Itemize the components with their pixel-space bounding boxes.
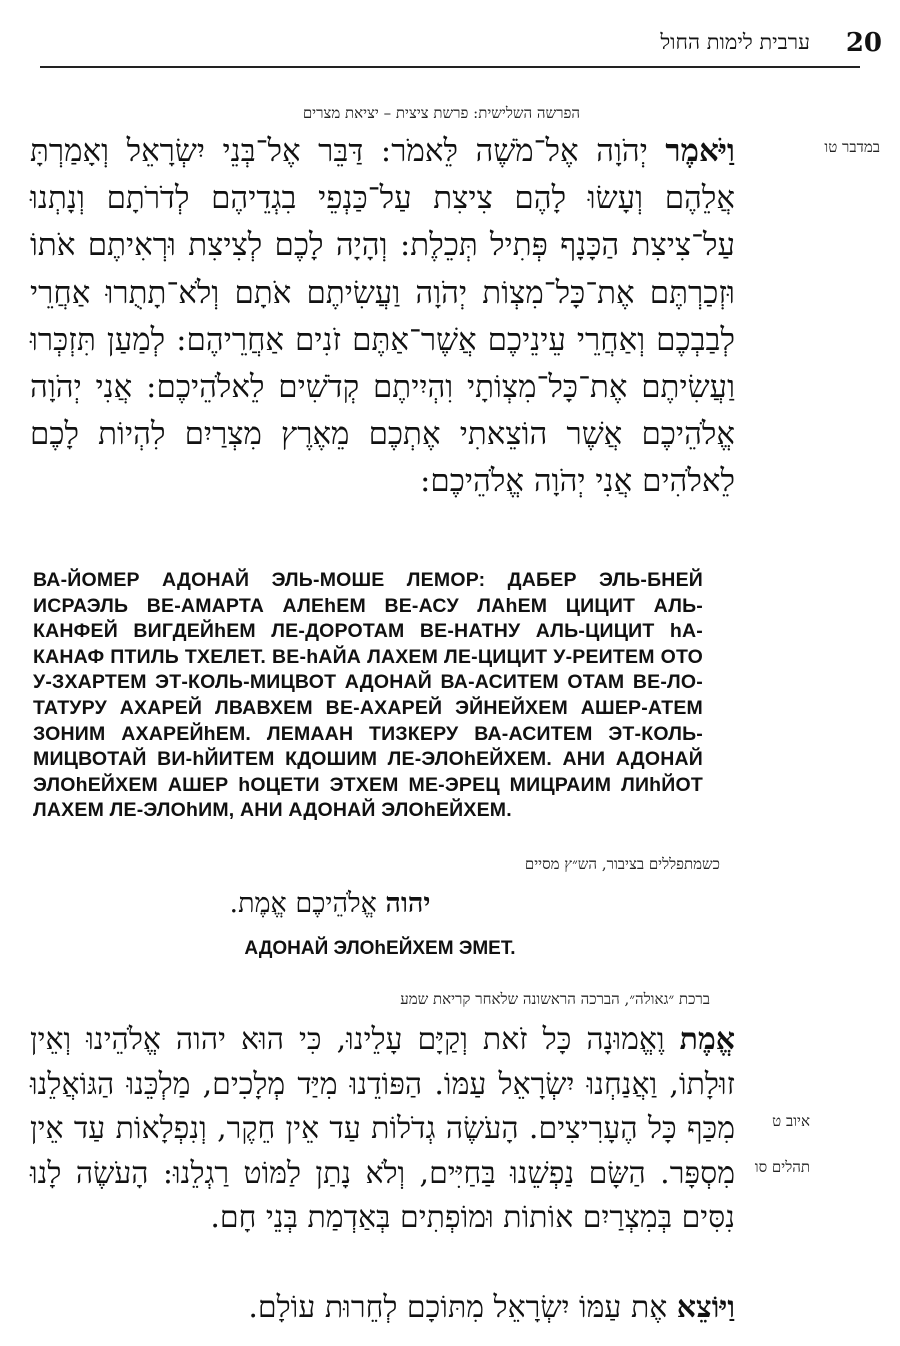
page-number: 20 (845, 28, 882, 58)
lead-word: וַיֹּאמֶר (665, 133, 735, 169)
hebrew-paragraph-tzitzit (30, 128, 735, 506)
section-note: הפרשה השלישית: פרשת ציצית – יציאת מצרים (302, 104, 580, 122)
hebrew-text: יְהֹוָה אֶל־מֹשֶׁה לֵּאמֹר: דַּבֵּר אֶל־בְּנֵי יִשְׂרָאֵל וְאָמַרְתָּ אֲלֵהֶם וְעָשׂוּ לָהֶם צִיצִת עַל־כַּנְפֵי בִגְדֵיהֶם לְדֹרֹתָם וְנָתְנוּ עַל־צִיצִת הַכָּנָף פְּתִיל תְּכֵלֶת: וְהָיָה לָכֶם לְצִיצִת וּרְאִיתֶם אֹתוֹ וּזְכַרְתֶּם אֶת־כָּל־מִצְוֹת יְהֹוָה וַעֲשִׂיתֶם אֹתָם וְלֹא־תָתֻרוּ אַחֲרֵי לְבַבְכֶם וְאַחֲרֵי עֵינֵיכֶם אֲשֶׁר־אַתֶּם זֹנִים אַחֲרֵיהֶם: לְמַעַן תִּזְכְּרוּ וַעֲשִׂיתֶם אֶת־כָּל־מִצְוֹתָי וִהְיִיתֶם קְדֹשִׁים לֵאלֹהֵיכֶם: אֲנִי יְהֹוָה אֱלֹהֵיכֶם אֲשֶׁר הוֹצֵאתִי אֶתְכֶם מֵאֶרֶץ מִצְרַיִם לִהְיוֹת לָכֶם לֵאלֹהִים אֲנִי יְהֹוָה אֱלֹהֵיכֶם: (30, 133, 735, 500)
transliteration-paragraph: ВА-ЙОМЕР АДОНАЙ ЭЛЬ-МОШЕ ЛЕМОР: ДАБЕР ЭЛЬ-БНЕЙ ИСРАЭЛЬ ВЕ-АМАРТА АЛЕhЕМ ВЕ-АСУ ЛАhЕМ ЦИЦИТ АЛЬ-КАНФЕЙ ВИГДЕЙhЕМ ЛЕ-ДОРОТАМ ВЕ-НАТНУ АЛЬ-ЦИЦИТ hА-КАНАФ ПТИЛЬ ТХЕЛЕТ. ВЕ-hАЙА ЛАХЕМ ЛЕ-ЦИЦИТ У-РЕИТЕМ ОТО У-ЗХАРТЕМ ЭТ-КОЛЬ-МИЦВОТ АДОНАЙ ВА-АСИТЕМ ОТАМ ВЕ-ЛО-ТАТУРУ АХАРЕЙ ЛВАВХЕМ ВЕ-АХАРЕЙ ЭЙНЕЙХЕМ АШЕР-АТЕМ ЗОНИМ АХАРЕЙhЕМ. ЛЕМААН ТИЗКЕРУ ВА-АСИТЕМ ЭТ-КОЛЬ-МИЦВОТАЙ ВИ-hЙИТЕМ КДОШИМ ЛЕ-ЭЛОhЕЙХЕМ. АНИ АДОНАЙ ЭЛОhЕЙХЕМ АШЕР hОЦЕТИ ЭТХЕМ МЕ-ЭРЕЦ МИЦРАИМ ЛИhЙОТ ЛАХЕМ ЛЕ-ЭЛОhИМ, АНИ АДОНАЙ ЭЛОhЕЙХЕМ. (33, 569, 703, 822)
blessing-note: ברכת ״גאולה״, הברכה הראשונה שלאחר קריאת שמע (400, 990, 710, 1008)
hebrew-text: אֱלֹהֵיכֶם אֱמֶת. (229, 888, 377, 919)
hebrew-text: אֶת עַמּוֹ יִשְׂרָאֵל מִתּוֹכָם לְחֵרוּת עוֹלָם. (248, 1290, 668, 1325)
lead-word: אֱמֶת (679, 1022, 735, 1057)
margin-reference: איוב ט (772, 1112, 810, 1130)
congregation-note: כשמתפללים בציבור, הש״ץ מסיים (524, 855, 720, 873)
hebrew-text: וֶאֱמוּנָה כָּל זֹאת וְקַיָּם עָלֵינוּ, כִּי הוּא יהוה אֱלֹהֵינוּ וְאֵין זוּלָתוֹ, וַאֲנַחְנוּ יִשְׂרָאֵל עַמּוֹ. הַפּוֹדֵנוּ מִיַּד מְלָכִים, מַלְכֵּנוּ הַגּוֹאֲלֵנוּ מִכַּף כָּל הֶעָרִיצִים. הָעֹשֶׂה גְדֹלוֹת עַד אֵין חֵקֶר, וְנִפְלָאוֹת עַד אֵין מִסְפָּר. הַשָּׂם נַפְשֵׁנוּ בַּחַיִּים, וְלֹא נָתַן לַמּוֹט רַגְלֵנוּ: הָעֹשֶׂה לָנוּ נִסִּים בְּמִצְרַיִם אוֹתוֹת וּמוֹפְתִים בְּאַדְמַת בְּנֵי חָם. (30, 1022, 735, 1235)
header-rule (40, 66, 860, 68)
lead-word: יהוה (385, 888, 431, 919)
congregation-response-hebrew (40, 888, 620, 919)
congregation-response-transliteration: АДОНАЙ ЭЛОhЕЙХЕМ ЭМЕТ. (244, 938, 516, 959)
margin-reference: במדבר טו (824, 138, 880, 156)
hebrew-closing-line (30, 1286, 735, 1331)
lead-word: וַיּוֹצֵא (676, 1290, 735, 1325)
margin-reference: תהלים סו (754, 1158, 810, 1176)
hebrew-paragraph-emet (30, 1018, 735, 1241)
running-head: ערבית לימות החול (660, 30, 810, 54)
